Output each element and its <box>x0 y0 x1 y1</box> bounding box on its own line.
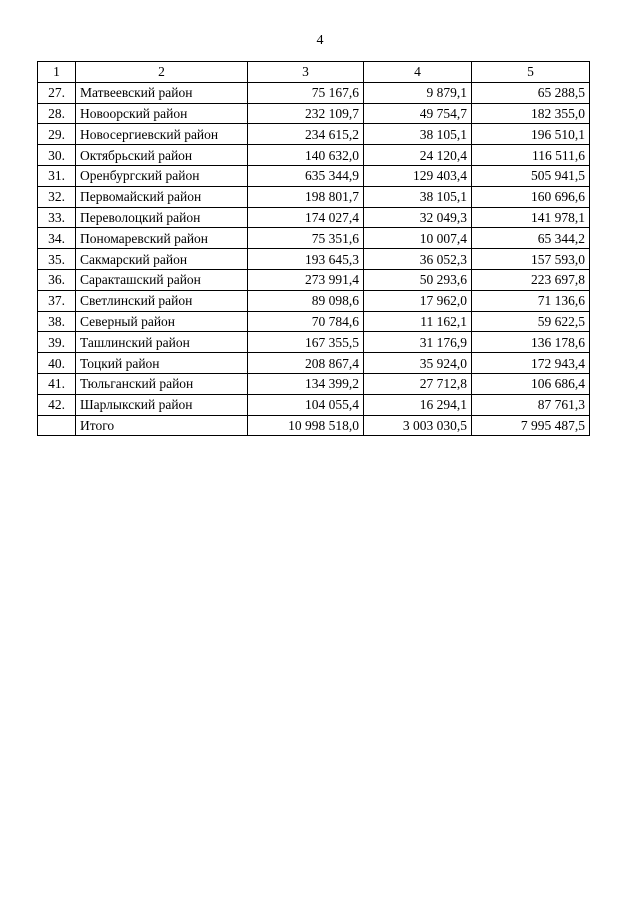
column-3-value-cell: 10 998 518,0 <box>248 415 364 436</box>
column-5-value-cell: 59 622,5 <box>472 311 590 332</box>
header-cell: 2 <box>76 62 248 83</box>
column-5-value-cell: 196 510,1 <box>472 124 590 145</box>
table-row <box>38 373 590 394</box>
table-row <box>38 103 590 124</box>
district-name-cell: Северный район <box>76 311 248 332</box>
table-row <box>38 249 590 270</box>
row-number-cell: 36. <box>38 269 76 290</box>
column-5-value-cell: 505 941,5 <box>472 165 590 186</box>
row-number-cell: 32. <box>38 186 76 207</box>
column-5-value-cell: 116 511,6 <box>472 145 590 166</box>
column-3-value-cell: 232 109,7 <box>248 103 364 124</box>
table-row <box>38 311 590 332</box>
column-5-value-cell: 71 136,6 <box>472 290 590 311</box>
district-name-cell: Сакмарский район <box>76 249 248 270</box>
column-4-value-cell: 11 162,1 <box>364 311 472 332</box>
row-number-cell: 39. <box>38 332 76 353</box>
column-4-value-cell: 38 105,1 <box>364 186 472 207</box>
district-name-cell: Тюльганский район <box>76 373 248 394</box>
district-name-cell: Пономаревский район <box>76 228 248 249</box>
table-row <box>38 165 590 186</box>
district-name-cell: Октябрьский район <box>76 145 248 166</box>
column-3-value-cell: 234 615,2 <box>248 124 364 145</box>
column-4-value-cell: 27 712,8 <box>364 373 472 394</box>
column-4-value-cell: 3 003 030,5 <box>364 415 472 436</box>
column-4-value-cell: 16 294,1 <box>364 394 472 415</box>
row-number-cell: 30. <box>38 145 76 166</box>
district-name-cell: Переволоцкий район <box>76 207 248 228</box>
table-row <box>38 415 590 436</box>
district-name-cell: Новоорский район <box>76 103 248 124</box>
column-4-value-cell: 10 007,4 <box>364 228 472 249</box>
column-3-value-cell: 193 645,3 <box>248 249 364 270</box>
district-name-cell: Тоцкий район <box>76 353 248 374</box>
column-3-value-cell: 75 167,6 <box>248 82 364 103</box>
column-5-value-cell: 7 995 487,5 <box>472 415 590 436</box>
column-3-value-cell: 198 801,7 <box>248 186 364 207</box>
header-row <box>38 62 590 83</box>
column-4-value-cell: 49 754,7 <box>364 103 472 124</box>
column-3-value-cell: 208 867,4 <box>248 353 364 374</box>
column-3-value-cell: 273 991,4 <box>248 269 364 290</box>
column-4-value-cell: 24 120,4 <box>364 145 472 166</box>
table-row <box>38 332 590 353</box>
column-4-value-cell: 36 052,3 <box>364 249 472 270</box>
header-cell: 1 <box>38 62 76 83</box>
table-row <box>38 269 590 290</box>
column-4-value-cell: 129 403,4 <box>364 165 472 186</box>
row-number-cell: 40. <box>38 353 76 374</box>
district-name-cell: Матвеевский район <box>76 82 248 103</box>
row-number-cell: 33. <box>38 207 76 228</box>
column-5-value-cell: 87 761,3 <box>472 394 590 415</box>
header-cell: 5 <box>472 62 590 83</box>
table-row <box>38 394 590 415</box>
district-name-cell: Шарлыкский район <box>76 394 248 415</box>
row-number-cell: 31. <box>38 165 76 186</box>
table-row <box>38 228 590 249</box>
column-3-value-cell: 167 355,5 <box>248 332 364 353</box>
table-row <box>38 290 590 311</box>
district-name-cell: Новосергиевский район <box>76 124 248 145</box>
table-row <box>38 145 590 166</box>
row-number-cell <box>38 415 76 436</box>
column-3-value-cell: 104 055,4 <box>248 394 364 415</box>
column-5-value-cell: 106 686,4 <box>472 373 590 394</box>
row-number-cell: 41. <box>38 373 76 394</box>
header-cell: 4 <box>364 62 472 83</box>
district-name-cell: Оренбургский район <box>76 165 248 186</box>
column-4-value-cell: 17 962,0 <box>364 290 472 311</box>
row-number-cell: 29. <box>38 124 76 145</box>
table-body <box>38 82 590 436</box>
table-row <box>38 124 590 145</box>
column-3-value-cell: 89 098,6 <box>248 290 364 311</box>
column-4-value-cell: 31 176,9 <box>364 332 472 353</box>
column-5-value-cell: 172 943,4 <box>472 353 590 374</box>
column-3-value-cell: 635 344,9 <box>248 165 364 186</box>
row-number-cell: 38. <box>38 311 76 332</box>
district-name-cell: Саракташский район <box>76 269 248 290</box>
table-row <box>38 353 590 374</box>
column-5-value-cell: 65 344,2 <box>472 228 590 249</box>
column-4-value-cell: 50 293,6 <box>364 269 472 290</box>
district-name-cell: Светлинский район <box>76 290 248 311</box>
column-4-value-cell: 32 049,3 <box>364 207 472 228</box>
column-5-value-cell: 160 696,6 <box>472 186 590 207</box>
district-name-cell: Итого <box>76 415 248 436</box>
page-number: 4 <box>316 33 324 48</box>
column-5-value-cell: 157 593,0 <box>472 249 590 270</box>
column-3-value-cell: 134 399,2 <box>248 373 364 394</box>
column-4-value-cell: 9 879,1 <box>364 82 472 103</box>
table-row <box>38 82 590 103</box>
table-row <box>38 207 590 228</box>
column-5-value-cell: 182 355,0 <box>472 103 590 124</box>
column-3-value-cell: 75 351,6 <box>248 228 364 249</box>
row-number-cell: 35. <box>38 249 76 270</box>
table-row <box>38 186 590 207</box>
data-table <box>37 61 590 436</box>
column-3-value-cell: 174 027,4 <box>248 207 364 228</box>
column-5-value-cell: 65 288,5 <box>472 82 590 103</box>
row-number-cell: 37. <box>38 290 76 311</box>
header-cell: 3 <box>248 62 364 83</box>
district-name-cell: Первомайский район <box>76 186 248 207</box>
column-5-value-cell: 136 178,6 <box>472 332 590 353</box>
row-number-cell: 34. <box>38 228 76 249</box>
column-5-value-cell: 141 978,1 <box>472 207 590 228</box>
column-5-value-cell: 223 697,8 <box>472 269 590 290</box>
column-4-value-cell: 38 105,1 <box>364 124 472 145</box>
column-3-value-cell: 140 632,0 <box>248 145 364 166</box>
district-name-cell: Ташлинский район <box>76 332 248 353</box>
row-number-cell: 28. <box>38 103 76 124</box>
column-3-value-cell: 70 784,6 <box>248 311 364 332</box>
row-number-cell: 27. <box>38 82 76 103</box>
row-number-cell: 42. <box>38 394 76 415</box>
column-4-value-cell: 35 924,0 <box>364 353 472 374</box>
